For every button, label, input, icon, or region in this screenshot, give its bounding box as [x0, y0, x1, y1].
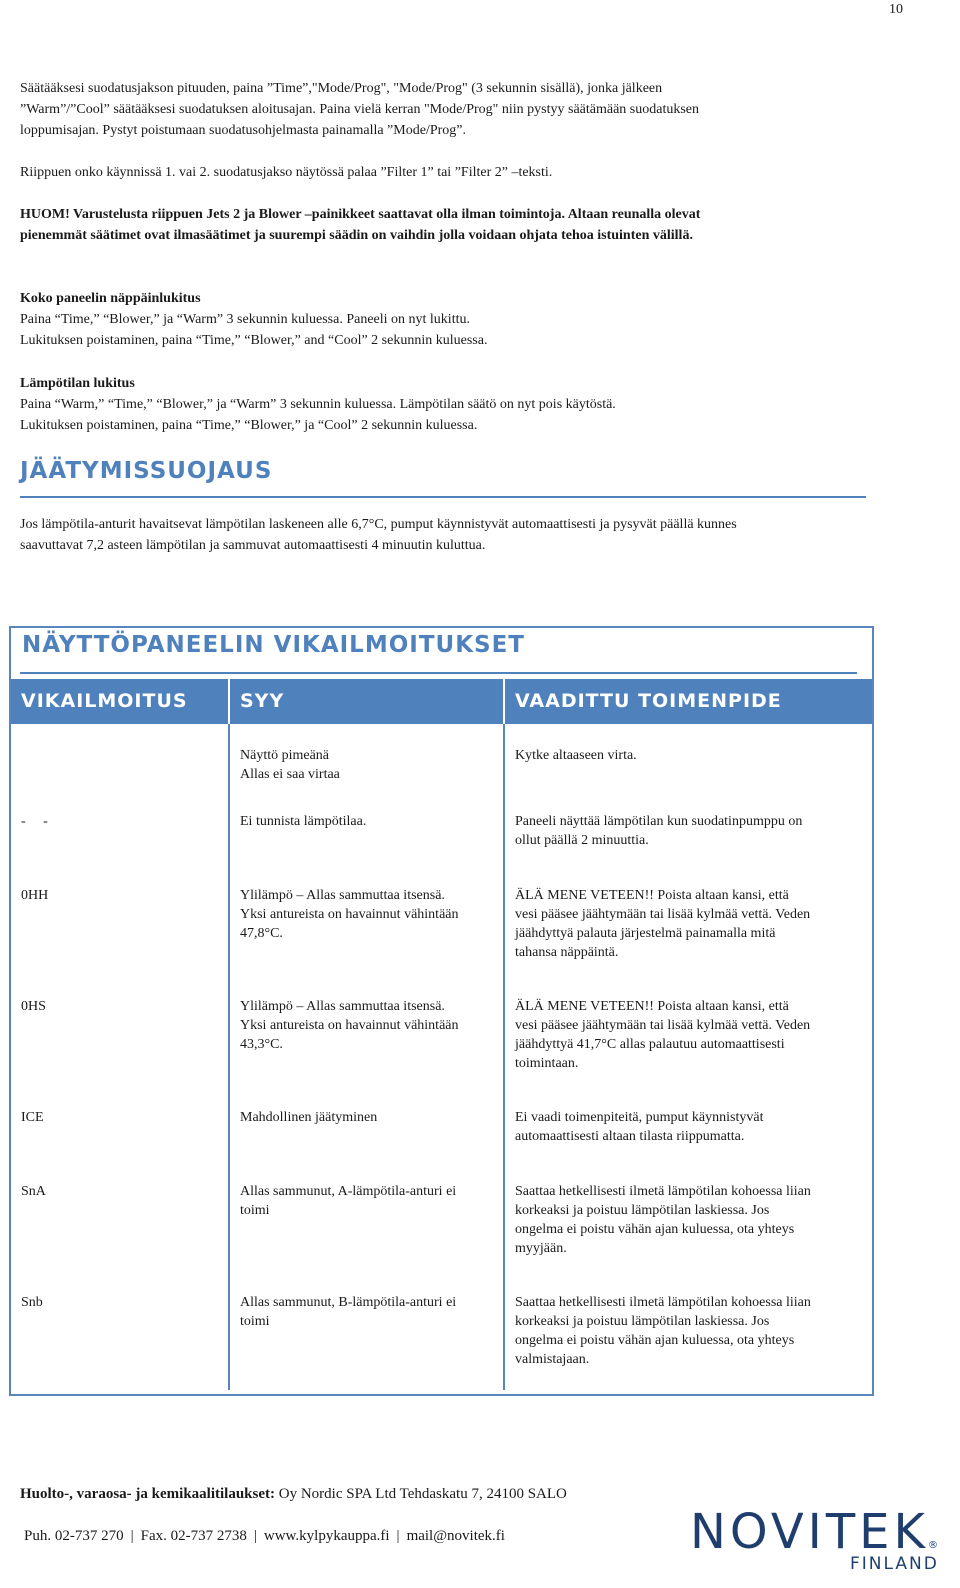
- table-row: [11, 724, 872, 798]
- temp-lock-line: Paina “Warm,” “Time,” “Blower,” ja “Warm” 3 sekunnin kuluessa. Lämpötilan säätö on nyt pois käytöstä.: [20, 397, 616, 412]
- cell-action: [505, 1168, 872, 1279]
- cell-cause: [230, 1279, 505, 1390]
- table-row: [11, 983, 872, 1094]
- cell-line: Ylilämpö – Allas sammuttaa itsensä.: [240, 999, 445, 1014]
- freeze-line: Jos lämpötila-anturit havaitsevat lämpötilan laskeneen alle 6,7°C, pumput käynnistyvät automaattisesti ja pysyvät päällä kunnes: [20, 517, 737, 532]
- error-codes-table: [9, 626, 874, 1396]
- cell-line: tahansa näppäintä.: [515, 945, 619, 960]
- column-header-code: VIKAILMOITUS: [11, 679, 230, 724]
- email-link[interactable]: mail@novitek.fi: [406, 1528, 505, 1544]
- cell-line: Snb: [21, 1295, 43, 1310]
- cell-code: [11, 724, 230, 798]
- table-row: [11, 872, 872, 983]
- novitek-logo: [690, 1504, 940, 1578]
- logo-name: NOVITEK: [690, 1504, 929, 1560]
- cell-action: [505, 724, 872, 798]
- temp-lock-title: Lämpötilan lukitus: [20, 376, 135, 391]
- table-row: [11, 1168, 872, 1279]
- panel-lock-title: Koko paneelin näppäinlukitus: [20, 291, 201, 306]
- cell-line: ÄLÄ MENE VETEEN!! Poista altaan kansi, että: [515, 888, 789, 903]
- panel-lock-line: Paina “Time,” “Blower,” ja “Warm” 3 sekunnin kuluessa. Paneeli on nyt lukittu.: [20, 312, 470, 327]
- cell-code: [11, 1094, 230, 1168]
- cell-line: Saattaa hetkellisesti ilmetä lämpötilan kohoessa liian: [515, 1184, 811, 1199]
- table-row: [11, 1094, 872, 1168]
- freeze-paragraph: [20, 514, 880, 556]
- cell-line: jäähdyttyä palauta järjestelmä painamalla mitä: [515, 926, 776, 941]
- column-header-action: VAADITTU TOIMENPIDE: [515, 690, 782, 712]
- fax: Fax. 02-737 2738: [140, 1528, 247, 1544]
- cell-action: [505, 983, 872, 1094]
- contact-line: Puh. 02-737 270 | Fax. 02-737 2738 | www.kylpykauppa.fi | mail@novitek.fi: [24, 1528, 505, 1544]
- cell-code: [11, 798, 230, 872]
- table-row: [11, 798, 872, 872]
- cell-line: ongelma ei poistu vähän ajan kuluessa, ota yhteys: [515, 1333, 795, 1348]
- cell-cause: [230, 1094, 505, 1168]
- cell-line: Paneeli näyttää lämpötilan kun suodatinpumppu on: [515, 814, 803, 829]
- cell-code: [11, 1168, 230, 1279]
- cell-line: 43,3°C.: [240, 1037, 283, 1052]
- column-header-cause: SYY: [230, 679, 505, 724]
- cell-line: Allas sammunut, B-lämpötila-anturi ei: [240, 1295, 457, 1310]
- phone: Puh. 02-737 270: [24, 1528, 124, 1544]
- cell-line: SnA: [21, 1184, 46, 1199]
- cell-line: ÄLÄ MENE VETEEN!! Poista altaan kansi, että: [515, 999, 789, 1014]
- error-codes-heading-rule: [20, 672, 857, 674]
- cell-line: Ei vaadi toimenpiteitä, pumput käynnistyvät: [515, 1110, 764, 1125]
- filter-paragraph: Riippuen onko käynnissä 1. vai 2. suodatusjakso näytössä palaa ”Filter 1” tai ”Filter 2” –teksti.: [20, 165, 553, 180]
- cell-code: [11, 1279, 230, 1390]
- table-row: [11, 1279, 872, 1390]
- cell-code: [11, 983, 230, 1094]
- logo-subtitle: FINLAND: [850, 1554, 939, 1574]
- cell-line: 0HH: [21, 888, 49, 903]
- cell-cause: [230, 798, 505, 872]
- service-line: [20, 1486, 567, 1503]
- cell-line: ollut päällä 2 minuuttia.: [515, 833, 649, 848]
- intro-paragraph: [20, 78, 880, 141]
- cell-line: korkeaksi ja poistuu lämpötilan laskiessa. Jos: [515, 1314, 770, 1329]
- cell-line: 0HS: [21, 999, 46, 1014]
- logo-registered-mark: ®: [928, 1540, 938, 1551]
- cell-line: toimi: [240, 1203, 270, 1218]
- cell-line: vesi pääsee jäähtymään tai lisää kylmää vettä. Veden: [515, 1018, 811, 1033]
- intro-line: loppumisajan. Pystyt poistumaan suodatusohjelmasta painamalla ”Mode/Prog”.: [20, 123, 466, 138]
- cell-action: [505, 872, 872, 983]
- note-line: pienemmät säätimet ovat ilmasäätimet ja suurempi säädin on vaihdin jolla voidaan ohjata tehoa istuinten välillä.: [20, 228, 693, 243]
- cell-cause: [230, 1168, 505, 1279]
- cell-action: [505, 798, 872, 872]
- panel-lock-line: Lukituksen poistaminen, paina “Time,” “Blower,” and “Cool” 2 sekunnin kuluessa.: [20, 333, 488, 348]
- cell-line: 47,8°C.: [240, 926, 283, 941]
- intro-line: ”Warm”/”Cool” säätääksesi suodatuksen aloitusajan. Paina vielä kerran "Mode/Prog" niin pystyy säätämään suodatuksen: [20, 102, 700, 117]
- cell-line: Ei tunnista lämpötilaa.: [240, 814, 367, 829]
- cell-line: valmistajaan.: [515, 1352, 590, 1367]
- cell-line: automaattisesti altaan tilasta riippumatta.: [515, 1129, 745, 1144]
- service-value: Oy Nordic SPA Ltd Tehdaskatu 7, 24100 SALO: [278, 1486, 567, 1502]
- intro-line: Säätääksesi suodatusjakson pituuden, paina ”Time”,"Mode/Prog", "Mode/Prog" (3 sekunnin sisällä), jonka jälkeen: [20, 81, 663, 96]
- service-label: Huolto-, varaosa- ja kemikaalitilaukset:: [20, 1486, 275, 1502]
- freeze-line: saavuttavat 7,2 asteen lämpötilan ja sammuvat automaattisesti 4 minuutin kuluttua.: [20, 538, 486, 553]
- table-body: [11, 724, 872, 1390]
- cell-line: ICE: [21, 1110, 44, 1125]
- cell-cause: [230, 983, 505, 1094]
- cell-line: Yksi antureista on havainnut vähintään: [240, 1018, 459, 1033]
- page-number: 10: [889, 2, 903, 17]
- cell-code: [11, 872, 230, 983]
- cell-line: Mahdollinen jäätyminen: [240, 1110, 378, 1125]
- cell-line: Yksi antureista on havainnut vähintään: [240, 907, 459, 922]
- table-header: [11, 679, 872, 724]
- cell-line: Ylilämpö – Allas sammuttaa itsensä.: [240, 888, 445, 903]
- website-link[interactable]: www.kylpykauppa.fi: [263, 1528, 390, 1544]
- cell-cause: [230, 724, 505, 798]
- cell-line: korkeaksi ja poistuu lämpötilan laskiessa. Jos: [515, 1203, 770, 1218]
- note-line: HUOM! Varustelusta riippuen Jets 2 ja Blower –painikkeet saattavat olla ilman toimintoja. Altaan reunalla olevat: [20, 207, 701, 222]
- cell-line: Näyttö pimeänä: [240, 748, 330, 763]
- freeze-heading-rule: [20, 496, 866, 498]
- cell-action: [505, 1279, 872, 1390]
- cell-line: jäähdyttyä 41,7°C allas palautuu automaattisesti: [515, 1037, 785, 1052]
- cell-line: vesi pääsee jäähtymään tai lisää kylmää vettä. Veden: [515, 907, 811, 922]
- cell-line: toimi: [240, 1314, 270, 1329]
- cell-action: [505, 1094, 872, 1168]
- cell-line: toimintaan.: [515, 1056, 579, 1071]
- cell-line: - -: [21, 814, 48, 829]
- cell-line: Kytke altaaseen virta.: [515, 748, 637, 763]
- cell-line: ongelma ei poistu vähän ajan kuluessa, ota yhteys: [515, 1222, 795, 1237]
- cell-line: Allas ei saa virtaa: [240, 767, 340, 782]
- note-paragraph: [20, 204, 880, 246]
- cell-cause: [230, 872, 505, 983]
- temp-lock-line: Lukituksen poistaminen, paina “Time,” “Blower,” ja “Cool” 2 sekunnin kuluessa.: [20, 418, 478, 433]
- cell-line: myyjään.: [515, 1241, 567, 1256]
- cell-line: Allas sammunut, A-lämpötila-anturi ei: [240, 1184, 457, 1199]
- cell-line: Saattaa hetkellisesti ilmetä lämpötilan kohoessa liian: [515, 1295, 811, 1310]
- panel-lock-section: [20, 288, 880, 351]
- error-codes-heading: NÄYTTÖPANEELIN VIKAILMOITUKSET: [22, 632, 525, 658]
- temp-lock-section: [20, 373, 880, 436]
- freeze-heading: JÄÄTYMISSUOJAUS: [20, 458, 273, 484]
